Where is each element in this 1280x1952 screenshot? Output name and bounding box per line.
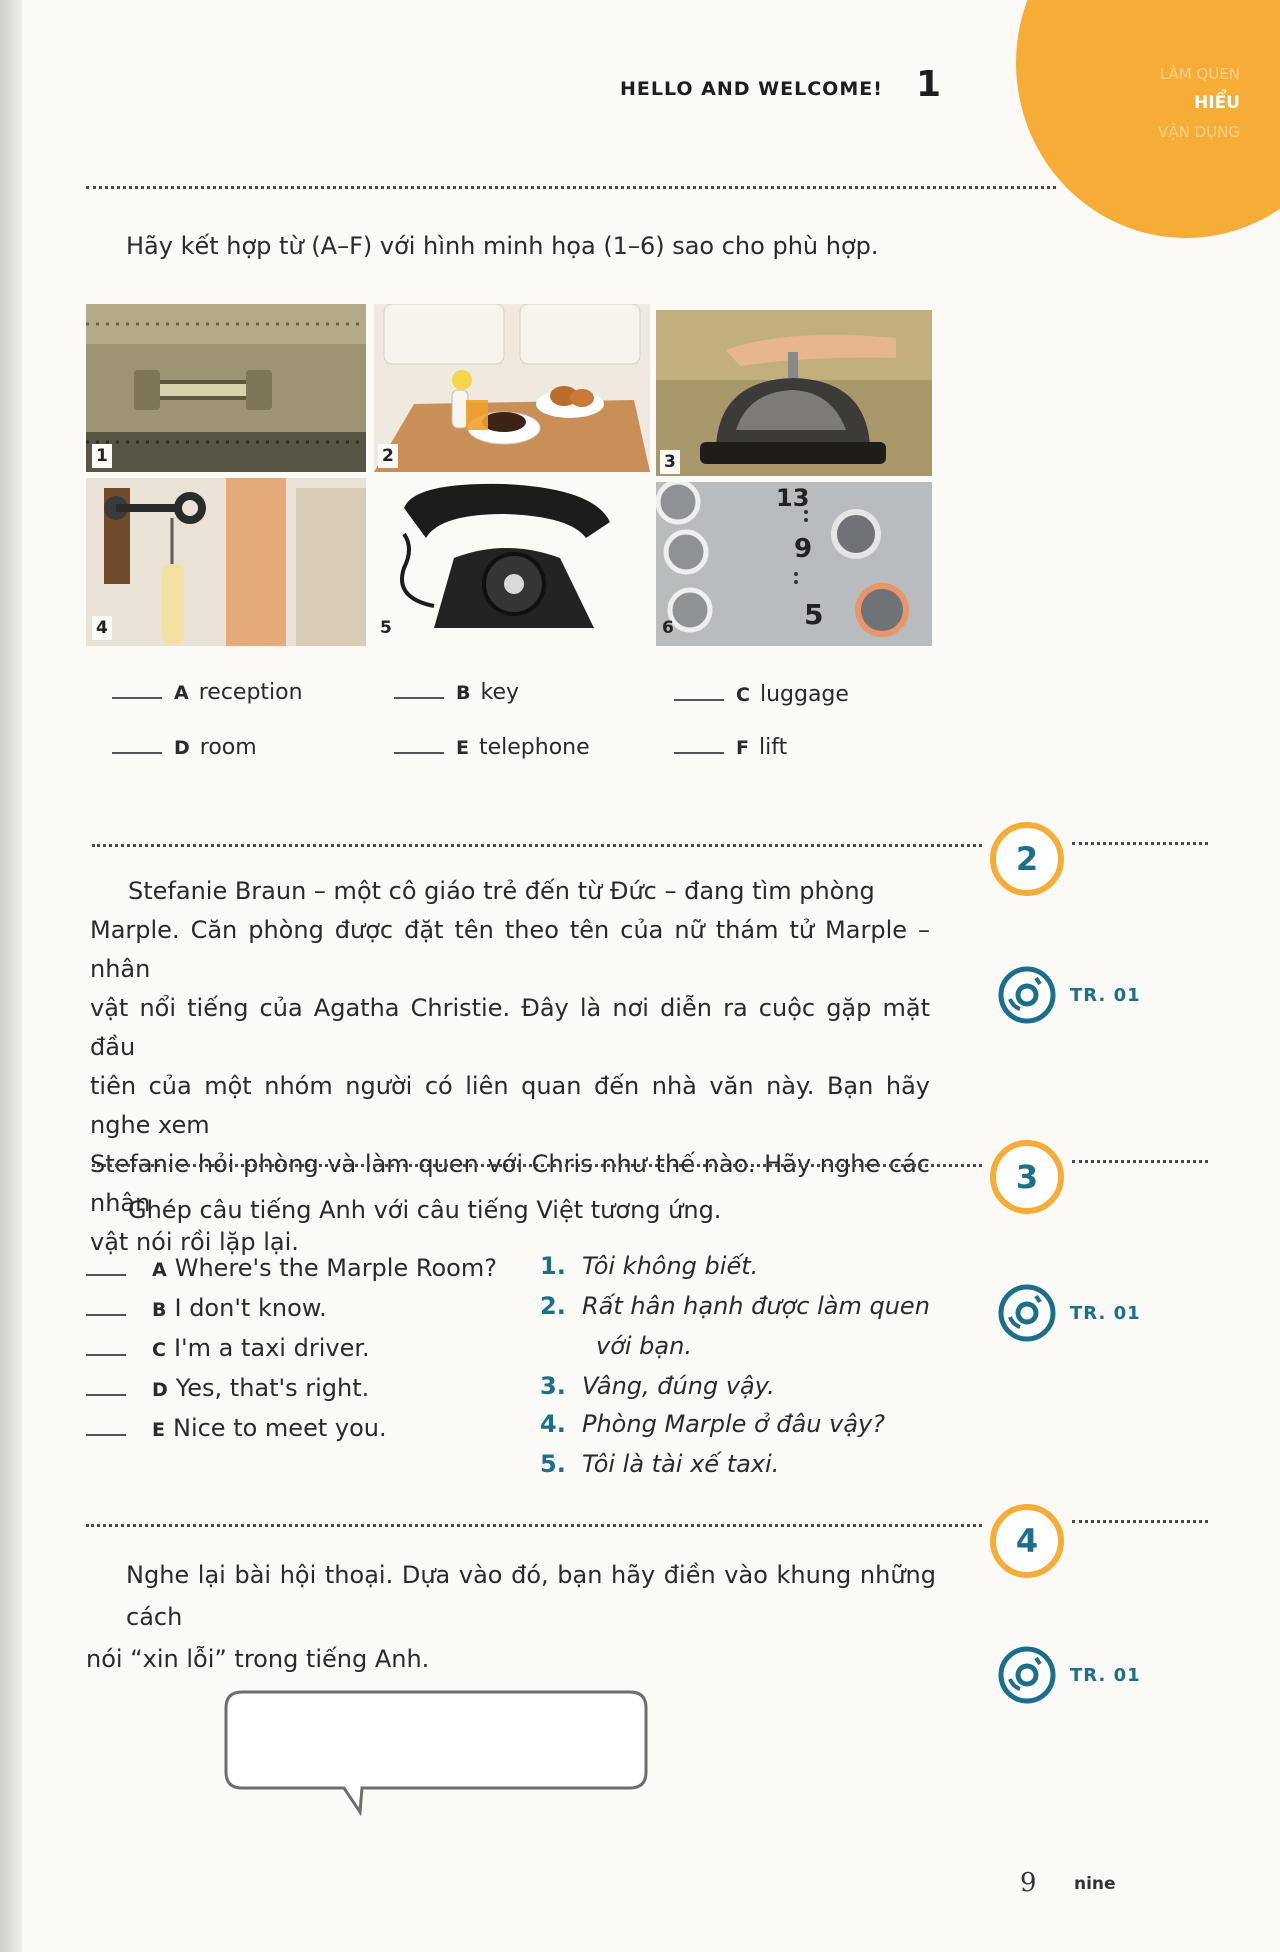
exercise4-paragraph: Nghe lại bài hội thoại. Dựa vào đó, bạn hãy điền vào khung những cách nói “xin lỗi” trong tiếng Anh.	[86, 1561, 936, 1673]
answer-blank[interactable]	[86, 1354, 126, 1356]
vietnamese-sentence-4: 4. Phòng Marple ở đâu vậy?	[540, 1410, 885, 1438]
audio-track-4[interactable]	[998, 1646, 1141, 1704]
picture-2	[374, 304, 650, 472]
vietnamese-sentence-2-continued: với bạn.	[596, 1332, 692, 1360]
divider	[1072, 1160, 1208, 1163]
answer-blank[interactable]	[674, 752, 724, 754]
telephone-icon	[374, 478, 650, 646]
option-f: F lift	[674, 735, 787, 760]
picture-4	[86, 478, 366, 646]
option-a: A reception	[112, 680, 303, 705]
option-c: C luggage	[674, 682, 849, 707]
picture-1	[86, 304, 366, 472]
divider	[1072, 842, 1208, 845]
service-bell-icon	[656, 310, 932, 476]
divider	[86, 186, 1056, 189]
audio-track-label: TR. 01	[1070, 1302, 1141, 1324]
audio-track-label: TR. 01	[1070, 1664, 1141, 1686]
english-sentence-e: E Nice to meet you.	[86, 1414, 387, 1442]
audio-track-label: TR. 01	[1070, 984, 1141, 1006]
cd-audio-icon	[998, 966, 1056, 1024]
picture-6-number: 6	[662, 618, 674, 638]
cd-audio-icon	[998, 1646, 1056, 1704]
picture-6-floor-13: 13	[776, 484, 810, 512]
audio-track-2[interactable]	[998, 966, 1141, 1024]
answer-speech-bubble[interactable]	[222, 1688, 650, 1818]
picture-5-number: 5	[376, 616, 396, 640]
english-sentence-d: D Yes, that's right.	[86, 1374, 369, 1402]
picture-3-number: 3	[660, 450, 680, 474]
picture-6	[656, 482, 932, 646]
english-sentence-a: A Where's the Marple Room?	[86, 1254, 497, 1282]
option-e: E telephone	[394, 735, 590, 760]
exercise-4-badge: 4	[990, 1504, 1064, 1578]
tab-step-1: LÀM QUEN	[1159, 65, 1240, 83]
cd-audio-icon	[998, 1284, 1056, 1342]
exercise3-instruction: Ghép câu tiếng Anh với câu tiếng Việt tương ứng.	[128, 1196, 722, 1224]
exercise-3-badge: 3	[990, 1140, 1064, 1214]
unit-number: 1	[916, 64, 942, 105]
answer-blank[interactable]	[112, 697, 162, 699]
vietnamese-sentence-5: 5. Tôi là tài xế taxi.	[540, 1450, 780, 1478]
book-spine-shadow	[0, 0, 22, 1952]
speech-bubble-icon	[222, 1688, 650, 1818]
tab-step-2-active: HIỂU	[1194, 93, 1240, 113]
picture-2-number: 2	[378, 444, 398, 468]
answer-blank[interactable]	[112, 752, 162, 754]
audio-track-3[interactable]	[998, 1284, 1141, 1342]
option-d: D room	[112, 735, 257, 760]
english-sentence-b: B I don't know.	[86, 1294, 327, 1322]
exercise2-paragraph: Stefanie Braun – một cô giáo trẻ đến từ Đức – đang tìm phòng Marple. Căn phòng được đặt tên theo tên của nữ thám tử Marple – nhân vật nổi tiếng của Agatha Christie. Đây là nơi diễn ra cuộc gặp mặt đầu tiên của một nhóm người có liên quan đến nhà văn này. Bạn hãy nghe xem Stefanie hỏi phòng và làm quen với Chris như thế nào. Hãy nghe các nhân vật nói rồi lặp lại.	[90, 877, 930, 1256]
tab-step-3: VẬN DỤNG	[1158, 123, 1240, 141]
english-sentence-c: C I'm a taxi driver.	[86, 1334, 370, 1362]
picture-grid	[86, 304, 932, 646]
picture-5	[374, 478, 650, 646]
answer-blank[interactable]	[86, 1394, 126, 1396]
picture-3	[656, 310, 932, 476]
suitcase-icon	[86, 304, 366, 472]
divider	[1072, 1520, 1208, 1523]
section-tab-labels	[1130, 60, 1240, 147]
answer-blank[interactable]	[394, 697, 444, 699]
vietnamese-sentence-1: 1. Tôi không biết.	[540, 1252, 759, 1280]
divider	[92, 844, 982, 847]
divider	[92, 1164, 982, 1167]
answer-blank[interactable]	[86, 1274, 126, 1276]
answer-blank[interactable]	[86, 1434, 126, 1436]
exercise1-instruction: Hãy kết hợp từ (A–F) với hình minh họa (1–6) sao cho phù hợp.	[126, 232, 879, 260]
picture-6-floor-9: 9	[794, 534, 813, 564]
page-number: 9	[1020, 1868, 1037, 1898]
running-header-title: HELLO AND WELCOME!	[620, 78, 883, 100]
vietnamese-sentence-2: 2. Rất hân hạnh được làm quen	[540, 1292, 930, 1320]
picture-6-floor-5: 5	[804, 598, 824, 631]
breakfast-tray-icon	[374, 304, 650, 472]
page-number-word: nine	[1074, 1874, 1116, 1894]
answer-blank[interactable]	[394, 752, 444, 754]
answer-blank[interactable]	[674, 699, 724, 701]
picture-1-number: 1	[92, 444, 112, 468]
room-key-icon	[86, 478, 366, 646]
vietnamese-sentence-3: 3. Vâng, đúng vậy.	[540, 1372, 775, 1400]
option-b: B key	[394, 680, 519, 705]
picture-4-number: 4	[92, 616, 112, 640]
exercise-2-badge: 2	[990, 822, 1064, 896]
divider	[86, 1524, 982, 1527]
answer-blank[interactable]	[86, 1314, 126, 1316]
